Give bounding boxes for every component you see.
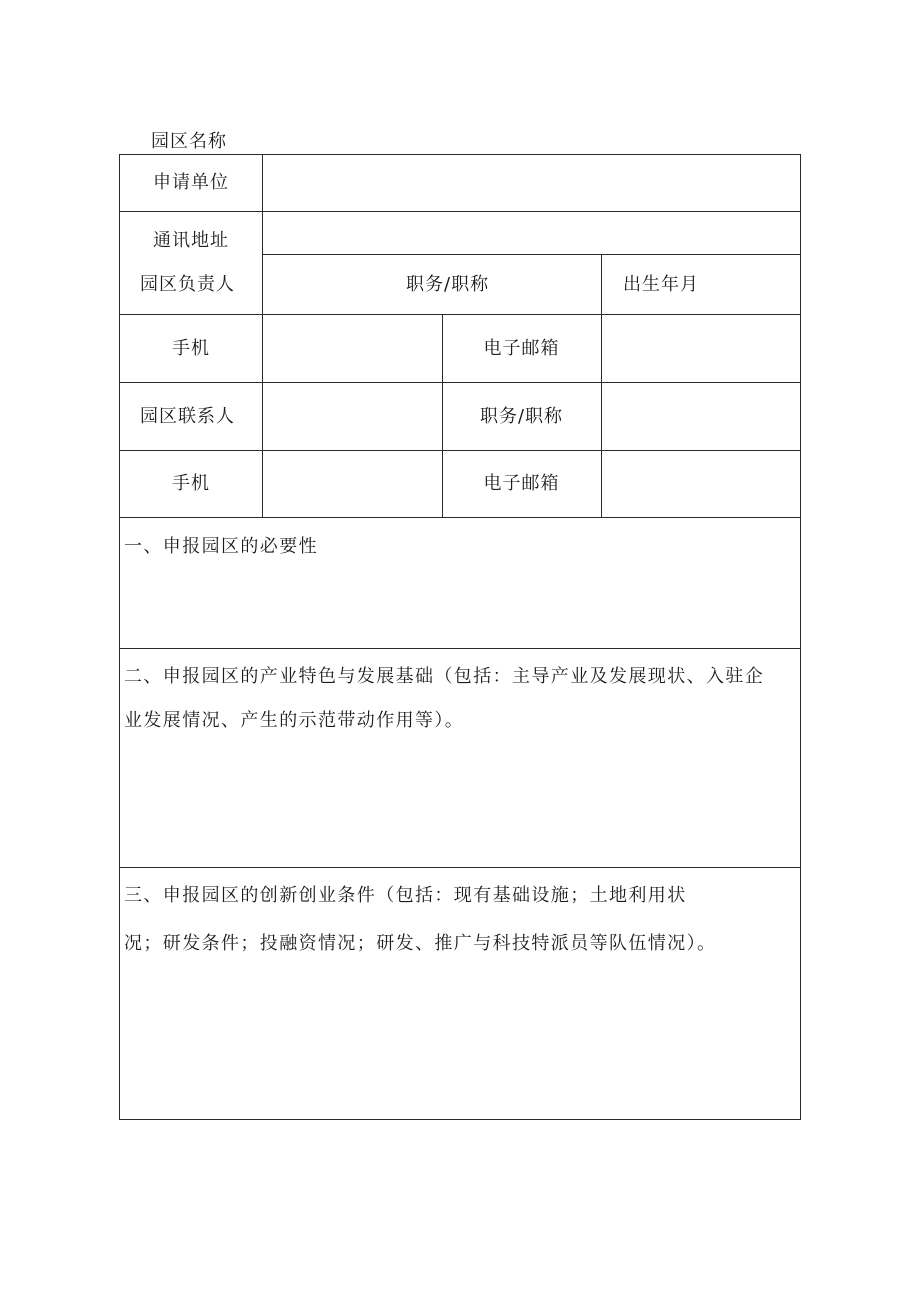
row-divider [120, 382, 800, 383]
birth-label: 出生年月 [623, 274, 699, 295]
leader-name-field[interactable] [270, 261, 390, 307]
birth-field[interactable] [720, 261, 796, 307]
mobile-label: 手机 [172, 338, 210, 359]
contact-title-field[interactable] [608, 389, 794, 443]
section-2-heading-line1: 二、申报园区的产业特色与发展基础（包括：主导产业及发展现状、入驻企 [124, 666, 765, 687]
section-1-answer-area[interactable] [128, 567, 792, 641]
leader-label: 园区负责人 [140, 274, 235, 295]
park-name-label: 园区名称 [151, 131, 227, 152]
email2-label: 电子邮箱 [483, 473, 560, 494]
section-1-heading: 一、申报园区的必要性 [124, 536, 318, 557]
row-divider [263, 254, 800, 255]
email2-field[interactable] [608, 457, 794, 511]
section-2-heading-line2: 业发展情况、产生的示范带动作用等）。 [124, 710, 465, 731]
row-divider [120, 211, 800, 212]
section-2-answer-area[interactable] [128, 743, 792, 861]
contact-label: 园区联系人 [140, 406, 235, 427]
row-divider [120, 867, 800, 868]
row-divider [120, 648, 800, 649]
email-label: 电子邮箱 [483, 338, 560, 359]
column-divider [601, 314, 602, 517]
section-3-answer-area[interactable] [128, 967, 792, 1113]
section-3-heading-line1: 三、申报园区的创新创业条件（包括：现有基础设施；土地利用状 [124, 885, 687, 906]
mobile2-field[interactable] [270, 457, 434, 511]
contact-title-label: 职务/职称 [479, 406, 564, 427]
applicant-label: 申请单位 [153, 172, 229, 193]
email-field[interactable] [608, 321, 794, 375]
column-divider [262, 155, 263, 517]
row-divider [120, 314, 800, 315]
applicant-field[interactable] [270, 161, 790, 205]
address-label: 通讯地址 [153, 230, 229, 251]
leader-title-label: 职务/职称 [406, 274, 490, 295]
address-field[interactable] [270, 215, 790, 251]
application-form-table [119, 154, 801, 1120]
column-divider [601, 254, 602, 314]
mobile-field[interactable] [270, 321, 434, 375]
row-divider [120, 517, 800, 518]
contact-name-field[interactable] [270, 389, 434, 443]
section-3-heading-line2: 况；研发条件；投融资情况；研发、推广与科技特派员等队伍情况）。 [124, 933, 717, 954]
mobile2-label: 手机 [172, 473, 210, 494]
row-divider [120, 450, 800, 451]
